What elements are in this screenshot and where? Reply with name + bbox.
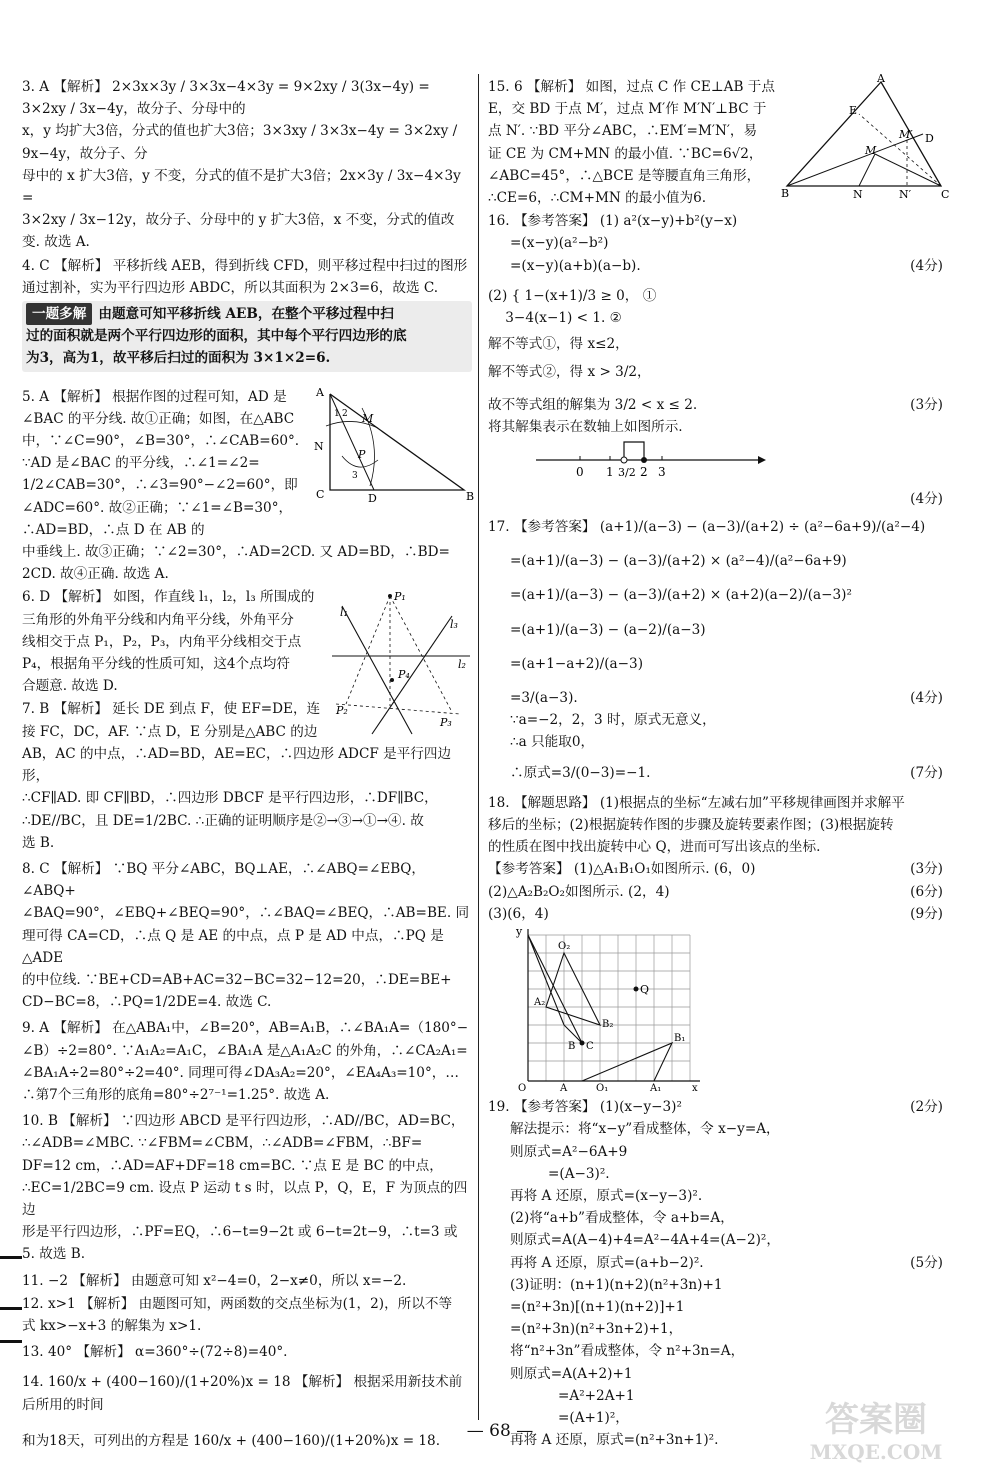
q18-line: 移后的坐标；(2)根据旋转作图的步骤及旋转要素作图；(3)根据旋转	[488, 817, 894, 834]
q6-line: 合题意. 故选 D.	[22, 678, 118, 695]
q16-line-scored	[488, 394, 943, 416]
svg-text:P₃: P₃	[440, 716, 452, 730]
tip-box	[22, 301, 472, 372]
svg-text:O₂: O₂	[558, 941, 571, 953]
answer-4	[22, 255, 472, 299]
figure-q5-triangle	[312, 385, 475, 505]
q16-line: 将其解集表示在数轴上如图所示.	[488, 418, 683, 435]
q8-line: ∠BAQ=90°，∠EBQ+∠BEQ=90°，∴∠BAQ=∠BEQ，∴AB=BE. 同	[22, 905, 470, 922]
svg-text:P: P	[358, 447, 366, 461]
q19-line: 则原式=A²−6A+9	[510, 1143, 628, 1160]
q3-line: 3×2xy / 3x−12y，故分子、分母中的 y 扩大3倍，x 不变，分式的值改变. 故选 A.	[22, 212, 455, 251]
q8-line: 理可得 CA=CD，∴点 Q 是 AE 的中点，点 P 是 AD 中点，∴PQ 是△ADE	[22, 927, 444, 966]
q6-line: 6. D 【解析】 如图，作直线 l₁，l₂，l₃ 所围成的	[22, 589, 315, 606]
q14-line: 14. 160/x + (400−160)/(1+20%)x = 18 【解析】 根据采用新技术前后所用的时间	[22, 1374, 463, 1413]
q11-line: 11. −2 【解析】 由题意可知 x²−4=0，2−x≠0，所以 x=−2.	[22, 1272, 407, 1289]
svg-text:A: A	[560, 1083, 568, 1095]
q19-line: (2)将“a+b”看成整体，令 a+b=A，	[510, 1210, 734, 1227]
q18-line: 18. 【解题思路】 (1)根据点的坐标“左减右加”平移规律画图并求解平	[488, 794, 905, 811]
q19-line-scored	[488, 1096, 943, 1118]
score-label: (4分)	[910, 690, 943, 707]
svg-text:A₂: A₂	[534, 997, 546, 1009]
svg-text:l₃: l₃	[450, 618, 458, 632]
q16-line: 解不等式②，得 x > 3/2，	[488, 364, 651, 381]
q19-line: =(n²+3n)(n²+3n+2)+1，	[510, 1321, 683, 1338]
q16-line-scored	[488, 255, 943, 277]
margin-mark	[0, 1340, 22, 1343]
svg-text:M′: M′	[899, 128, 913, 141]
figure-q6-lines	[332, 586, 472, 736]
q18-line-scored	[488, 903, 943, 925]
answer-18	[488, 792, 943, 1095]
q19-line: 解法提示：将“x−y”看成整体，令 x−y=A，	[510, 1121, 780, 1138]
q7-line: 选 B.	[22, 834, 55, 851]
q19-line: =A²+2A+1	[558, 1387, 635, 1404]
svg-text:E: E	[849, 104, 858, 117]
q17-line: ∵a=−2，2，3 时，原式无意义，	[510, 712, 716, 729]
page-number: — 68 —	[466, 1421, 534, 1441]
q16-line: 3−4(x−1) < 1. ②	[488, 310, 622, 327]
svg-text:A: A	[316, 385, 324, 399]
q3-line: 3. A 【解析】 2×3x×3y / 3×3x−4×3y = 9×2xy / 3(3x−4y) = 3×2xy / 3x−4y，故分子、分母中的	[22, 79, 430, 118]
q16-line: 故不等式组的解集为 3/2 < x ≤ 2.	[488, 396, 698, 413]
q18-line: 【参考答案】 (1)△A₁B₁O₁如图所示. (6，0)	[488, 861, 756, 878]
tip-line: 由题意可知平移折线 AEB，在整个平移过程中扫	[98, 306, 394, 323]
q19-line: 19. 【参考答案】 (1)(x−y−3)²	[488, 1099, 682, 1116]
q15-line: 证 CE 为 CM+MN 的最小值. ∵BC=6√2，	[488, 145, 763, 162]
svg-text:Q: Q	[640, 983, 650, 997]
q7-line: 接 FC，DC，AF. ∵点 D，E 分别是△ABC 的边	[22, 723, 318, 740]
q10-line: 形是平行四边形，∴PF=EQ，∴6−t=9−2t 或 6−t=2t−9，∴t=3 或	[22, 1224, 458, 1241]
q6-line: 三角形的外角平分线和内角平分线，外角平分	[22, 611, 294, 628]
q8-line: 的中位线. ∵BE+CD=AB+AC=32−BC=32−12=20，∴DE=BE+	[22, 971, 452, 988]
right-column	[488, 72, 950, 1452]
q14-line: 和为18天，可列出的方程是 160/x + (400−160)/(1+20%)x = 18.	[22, 1432, 441, 1449]
q16-line: (2) { 1−(x+1)/3 ≥ 0， ①	[488, 287, 657, 304]
q9-line: 9. A 【解析】 在△ABA₁中，∠B=20°，AB=A₁B，∴∠BA₁A=（180°−	[22, 1020, 469, 1037]
q10-line: 10. B 【解析】 ∵四边形 ABCD 是平行四边形，∴AD//BC，AD=BC，	[22, 1113, 465, 1130]
score-label: (3分)	[910, 861, 943, 878]
answer-3	[22, 76, 472, 254]
q12-line: 12. x>1 【解析】 由题图可知，两函数的交点坐标为(1，2)，所以不等	[22, 1295, 453, 1312]
svg-text:B: B	[568, 1041, 576, 1053]
tick-label-0: 0	[576, 465, 584, 480]
answer-12	[22, 1293, 472, 1337]
q19-line: =(A+1)²，	[558, 1409, 629, 1426]
q18-line: (2)△A₂B₂O₂如图所示. (2，4)	[488, 883, 670, 900]
q16-line: =(x−y)(a+b)(a−b).	[510, 257, 641, 274]
column-divider	[478, 74, 479, 1420]
tick-label-1-5: 3/2	[618, 466, 636, 480]
q19-line: 则原式=A(A−4)+4=A²−4A+4=(A−2)²，	[510, 1232, 780, 1249]
q19-line: 再将 A 还原，原式=(x−y−3)².	[510, 1187, 703, 1204]
q5-line: 中，∵∠C=90°，∠B=30°，∴∠CAB=60°.	[22, 433, 300, 450]
q19-line: 则原式=A(A+2)+1	[510, 1365, 633, 1382]
q19-line: =(A−3)².	[548, 1165, 610, 1182]
watermark-line1: 答案圈	[825, 1400, 927, 1440]
svg-text:M: M	[362, 411, 374, 425]
q17-line: =(a+1−a+2)/(a−3)	[510, 655, 644, 672]
q7-line: ∴CF∥AD. 即 CF∥BD，∴四边形 DBCF 是平行四边形，∴DF∥BC，	[22, 790, 438, 807]
q10-line: ∴∠ADB=∠MBC. ∵∠FBM=∠CBM，∴∠ADB=∠FBM，∴BF=	[22, 1135, 423, 1152]
score-label: (3分)	[910, 396, 943, 413]
svg-text:3: 3	[352, 470, 358, 481]
q13-line: 13. 40° 【解析】 α=360°÷(72÷8)=40°.	[22, 1344, 288, 1361]
q9-line: ∴第7个三角形的底角=80°÷2⁷⁻¹=1.25°. 故选 A.	[22, 1086, 330, 1103]
watermark-logo	[776, 1395, 976, 1465]
svg-text:1: 1	[334, 408, 340, 419]
q7-line: 7. B 【解析】 延长 DE 到点 F，使 EF=DE，连	[22, 701, 321, 718]
q19-line: 再将 A 还原，原式=(a+b−2)².	[510, 1254, 704, 1271]
q5-line: 1/2∠CAB=30°，∴∠3=90°−∠2=60°，即	[22, 477, 298, 494]
score-label: (9分)	[910, 905, 943, 922]
q4-line: 4. C 【解析】 平移折线 AEB，得到折线 CFD，则平移过程中扫过的图形	[22, 257, 468, 274]
q5-line: 2CD. 故④正确. 故选 A.	[22, 566, 169, 583]
svg-text:C: C	[941, 188, 950, 201]
tip-line: 过的面积就是两个平行四边形的面积，其中每个平行四边形的底	[26, 328, 407, 345]
tip-tag: 一题多解	[26, 303, 92, 325]
q15-line: 15. 6 【解析】 如图，过点 C 作 CE⊥AB 于点	[488, 79, 775, 95]
q18-line-scored	[488, 881, 943, 903]
q10-line: ∴EC=1/2BC=9 cm. 设点 P 运动 t s 时，以点 P，Q，E，F 为顶点的四边	[22, 1179, 468, 1218]
q19-line: 将“n²+3n”看成整体，令 n²+3n=A，	[510, 1343, 745, 1360]
q16-line: 解不等式①，得 x≤2，	[488, 336, 629, 353]
score-label: (4分)	[910, 491, 943, 508]
q5-line: ∠ADC=60°. 故②正确；∵∠1=∠B=30°，∴AD=BD，∴点 D 在 AB 的	[22, 499, 293, 538]
q18-line-scored	[488, 858, 943, 880]
q19-line-scored	[488, 1252, 943, 1274]
q16-line: 16. 【参考答案】 (1) a²(x−y)+b²(y−x)	[488, 213, 738, 230]
q16-score-line	[488, 488, 943, 510]
svg-text:O: O	[518, 1083, 527, 1095]
answer-16	[488, 210, 943, 510]
svg-text:D: D	[925, 132, 934, 145]
tick-label-3: 3	[658, 465, 666, 480]
left-column	[22, 76, 475, 1453]
q8-line: 8. C 【解析】 ∵BQ 平分∠ABC，BQ⊥AE，∴∠ABQ=∠EBQ，∠ABQ+	[22, 860, 426, 900]
q17-line: =(a+1)/(a−3) − (a−2)/(a−3)	[510, 621, 706, 638]
svg-text:l₂: l₂	[458, 658, 466, 672]
answer-5	[22, 385, 475, 586]
q17-line-scored	[488, 687, 943, 709]
q5-line: ∠BAC 的平分线. 故①正确；如图，在△ABC	[22, 410, 295, 427]
q17-line-scored	[488, 762, 943, 784]
q15-line: ∴CE=6，∴CM+MN 的最小值为6.	[488, 190, 707, 207]
svg-text:B: B	[781, 187, 790, 200]
svg-text:l₁: l₁	[340, 606, 348, 620]
q15-line: E，交 BD 于点 M′，过点 M′作 M′N′⊥BC 于	[488, 101, 767, 118]
q18-line: (3)(6，4)	[488, 905, 549, 922]
q3-line: 母中的 x 扩大3倍，y 不变，分式的值不是扩大3倍；2x×3y / 3x−4×3y =	[22, 167, 461, 207]
answer-15	[488, 72, 950, 209]
q3-line: x，y 均扩大3倍，分式的值也扩大3倍；3×3xy / 3×3x−4y = 3×2xy / 9x−4y，故分子、分	[22, 123, 458, 162]
q17-line: =(a+1)/(a−3) − (a−3)/(a+2) × (a+2)(a−2)/(a−3)²	[510, 587, 852, 604]
q7-line: AB，AC 的中点，∴AD=BD，AE=EC，∴四边形 ADCF 是平行四边形，	[22, 745, 452, 785]
svg-text:P₂: P₂	[336, 704, 348, 718]
svg-text:C: C	[316, 487, 325, 501]
tip-line: 为3，高为1，故平移后扫过的面积为 3×1×2=6.	[26, 350, 331, 367]
svg-text:x: x	[692, 1083, 698, 1095]
svg-text:A: A	[877, 72, 885, 85]
q7-line: ∴DE//BC，且 DE=1/2BC. ∴正确的证明顺序是②→③→①→④. 故	[22, 812, 424, 829]
answer-11	[22, 1270, 472, 1292]
answer-10	[22, 1110, 472, 1265]
svg-text:B: B	[466, 489, 475, 503]
svg-text:B₂: B₂	[602, 1019, 614, 1031]
q6-line: P₄，根据角平分线的性质可知，这4个点均符	[22, 656, 290, 673]
q17-line: =3/(a−3).	[510, 690, 578, 707]
margin-mark	[0, 1256, 22, 1259]
answer-17	[488, 516, 943, 784]
q12-line: 式 kx>−x+3 的解集为 x>1.	[22, 1317, 202, 1334]
margin-mark	[0, 1307, 22, 1310]
answer-8	[22, 858, 472, 1013]
number-line	[532, 438, 772, 488]
svg-text:M: M	[865, 144, 877, 157]
q5-line: 5. A 【解析】 根据作图的过程可知，AD 是	[22, 388, 287, 405]
svg-text:B₁: B₁	[674, 1033, 686, 1045]
answer-13	[22, 1341, 472, 1363]
tick-label-2: 2	[640, 465, 648, 480]
q18-line: 的性质在图中找出旋转中心 Q，进而可写出该点的坐标.	[488, 839, 821, 856]
svg-text:A₁: A₁	[650, 1083, 662, 1095]
q15-line: 点 N′. ∵BD 平分∠ABC，∴EM′=M′N′，易	[488, 123, 758, 140]
score-label: (7分)	[910, 764, 943, 781]
score-label: (6分)	[910, 883, 943, 900]
q9-line: ∠B）÷2=80°. ∵A₁A₂=A₁C，∠BA₁A 是△A₁A₂C 的外角，∴∠CA₂A₁=	[22, 1042, 468, 1059]
score-label: (4分)	[910, 257, 943, 274]
svg-text:y: y	[516, 925, 523, 939]
svg-text:N: N	[314, 439, 324, 453]
q10-line: DF=12 cm，∴AD=AF+DF=18 cm=BC. ∵点 E 是 BC 的中点，	[22, 1157, 443, 1174]
q4-line: 通过割补，实为平行四边形 ABDC，所以其面积为 2×3=6，故选 C.	[22, 279, 439, 296]
q17-line: ∴a 只能取0，	[510, 734, 595, 751]
score-label: (5分)	[910, 1254, 943, 1271]
q17-line: ∴原式=3/(0−3)=−1.	[510, 764, 651, 781]
q16-line: =(x−y)(a²−b²)	[510, 235, 609, 252]
q19-line: =(n²+3n)[(n+1)(n+2)]+1	[510, 1298, 685, 1315]
svg-text:N′: N′	[899, 188, 912, 201]
svg-text:C: C	[586, 1041, 594, 1053]
q8-line: CD−BC=8，∴PQ=1/2DE=4. 故选 C.	[22, 994, 272, 1011]
q17-line: 17. 【参考答案】 (a+1)/(a−3) − (a−3)/(a+2) ÷ (a²−6a+9)/(a²−4)	[488, 519, 926, 536]
svg-text:O₁: O₁	[596, 1083, 609, 1095]
figure-q18-grid	[504, 925, 704, 1095]
svg-text:D: D	[368, 491, 377, 505]
svg-text:N: N	[853, 188, 863, 201]
q5-line: ∵AD 是∠BAC 的平分线，∴∠1=∠2=	[22, 455, 260, 472]
answer-9	[22, 1017, 472, 1106]
score-label: (2分)	[910, 1099, 943, 1116]
svg-text:P₁: P₁	[394, 590, 406, 604]
q19-line: 再将 A 还原，原式=(n²+3n+1)².	[510, 1432, 719, 1449]
tick-label-1: 1	[606, 465, 614, 480]
svg-text:2: 2	[342, 408, 348, 419]
q6-line: 线相交于点 P₁，P₂，P₃，内角平分线相交于点	[22, 633, 302, 650]
svg-text:P₄: P₄	[398, 668, 410, 682]
q5-line: 中垂线上. 故③正确；∵∠2=30°，∴AD=2CD. 又 AD=BD，∴BD=	[22, 544, 450, 561]
figure-q15-triangle	[781, 72, 951, 201]
q15-line: ∠ABC=45°，∴△BCE 是等腰直角三角形，	[488, 167, 761, 184]
q9-line: ∠BA₁A÷2=80°÷2=40°. 同理可得∠DA₃A₂=20°，∠EA₄A₃=10°，…	[22, 1064, 459, 1081]
q17-line: =(a+1)/(a−3) − (a−3)/(a+2) × (a²−4)/(a²−6a+9)	[510, 553, 847, 570]
q19-line: (3)证明：(n+1)(n+2)(n²+3n)+1	[510, 1276, 723, 1293]
q10-line: 5. 故选 B.	[22, 1246, 86, 1263]
watermark-line2: MXQE.COM	[809, 1440, 943, 1464]
